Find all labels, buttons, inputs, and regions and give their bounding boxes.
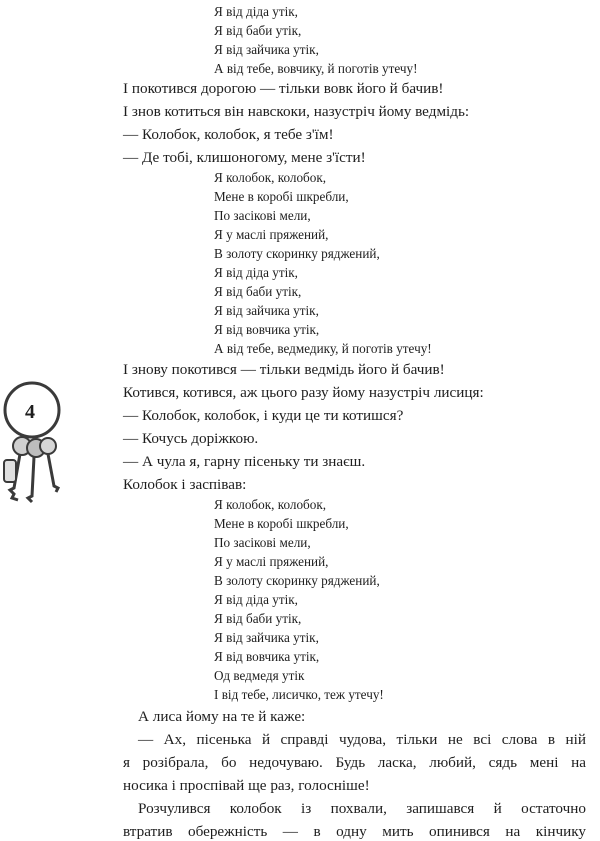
- verse-line: І від тебе, лисичко, теж утечу!: [214, 687, 384, 702]
- verse-line: По засікові мели,: [214, 208, 311, 223]
- prose-line: Розчулився колобок із похвали, запишався й остаточно: [138, 800, 586, 817]
- prose-line: Котився, котився, аж цього разу йому назустріч лисиця:: [123, 384, 484, 401]
- dialogue-line: — А чула я, гарну пісеньку ти знаєш.: [123, 453, 366, 470]
- verse-line: Я у маслі пряжений,: [214, 227, 329, 242]
- verse-line: Я від баби утік,: [214, 23, 302, 38]
- dialogue-line: — Ах, пісенька й справді чудова, тільки не всі слова в ній: [138, 731, 586, 748]
- prose-line: я розібрала, бо недочуваю. Будь ласка, любий, сядь мені на: [123, 754, 586, 771]
- prose-line: Колобок і заспівав:: [123, 476, 247, 493]
- verse-line: Од ведмедя утік: [214, 668, 305, 683]
- dialogue-line: — Колобок, колобок, я тебе з'їм!: [123, 126, 334, 143]
- prose-line: І знову покотився — тільки ведмідь його й бачив!: [123, 361, 445, 378]
- prose-line: носика і проспівай ще раз, голосніше!: [123, 777, 370, 794]
- key-ring-page-number: [0, 368, 70, 508]
- verse-line: По засікові мели,: [214, 535, 311, 550]
- prose-line: А лиса йому на те й каже:: [138, 708, 306, 725]
- verse-line: Я від зайчика утік,: [214, 630, 319, 645]
- verse-line: Я від баби утік,: [214, 284, 302, 299]
- verse-line: В золоту скоринку ряджений,: [214, 246, 380, 261]
- verse-line: Я від вовчика утік,: [214, 322, 320, 337]
- dialogue-line: — Кочусь доріжкою.: [123, 430, 259, 447]
- verse-line: А від тебе, ведмедику, й поготів утечу!: [214, 341, 432, 356]
- verse-line: Я від баби утік,: [214, 611, 302, 626]
- dialogue-line: — Колобок, колобок, і куди це ти котишся?: [123, 407, 404, 424]
- verse-line: Я від зайчика утік,: [214, 303, 319, 318]
- verse-line: Я у маслі пряжений,: [214, 554, 329, 569]
- page-number: 4: [25, 401, 35, 423]
- verse-line: Я від діда утік,: [214, 265, 298, 280]
- verse-line: Я від діда утік,: [214, 4, 298, 19]
- verse-line: Я колобок, колобок,: [214, 170, 327, 185]
- dialogue-line: — Де тобі, клишоногому, мене з'їсти!: [123, 149, 366, 166]
- verse-line: В золоту скоринку ряджений,: [214, 573, 380, 588]
- prose-line: втратив обережність — в одну мить опинився на кінчику: [123, 823, 586, 840]
- verse-line: Я від діда утік,: [214, 592, 298, 607]
- verse-line: Я від зайчика утік,: [214, 42, 319, 57]
- verse-line: Я від вовчика утік,: [214, 649, 320, 664]
- verse-line: Мене в коробі шкребли,: [214, 189, 349, 204]
- prose-line: І покотився дорогою — тільки вовк його й бачив!: [123, 80, 444, 97]
- prose-line: І знов котиться він навскоки, назустріч йому ведмідь:: [123, 103, 470, 120]
- verse-line: Мене в коробі шкребли,: [214, 516, 349, 531]
- verse-line: Я колобок, колобок,: [214, 497, 327, 512]
- verse-line: А від тебе, вовчику, й поготів утечу!: [214, 61, 418, 76]
